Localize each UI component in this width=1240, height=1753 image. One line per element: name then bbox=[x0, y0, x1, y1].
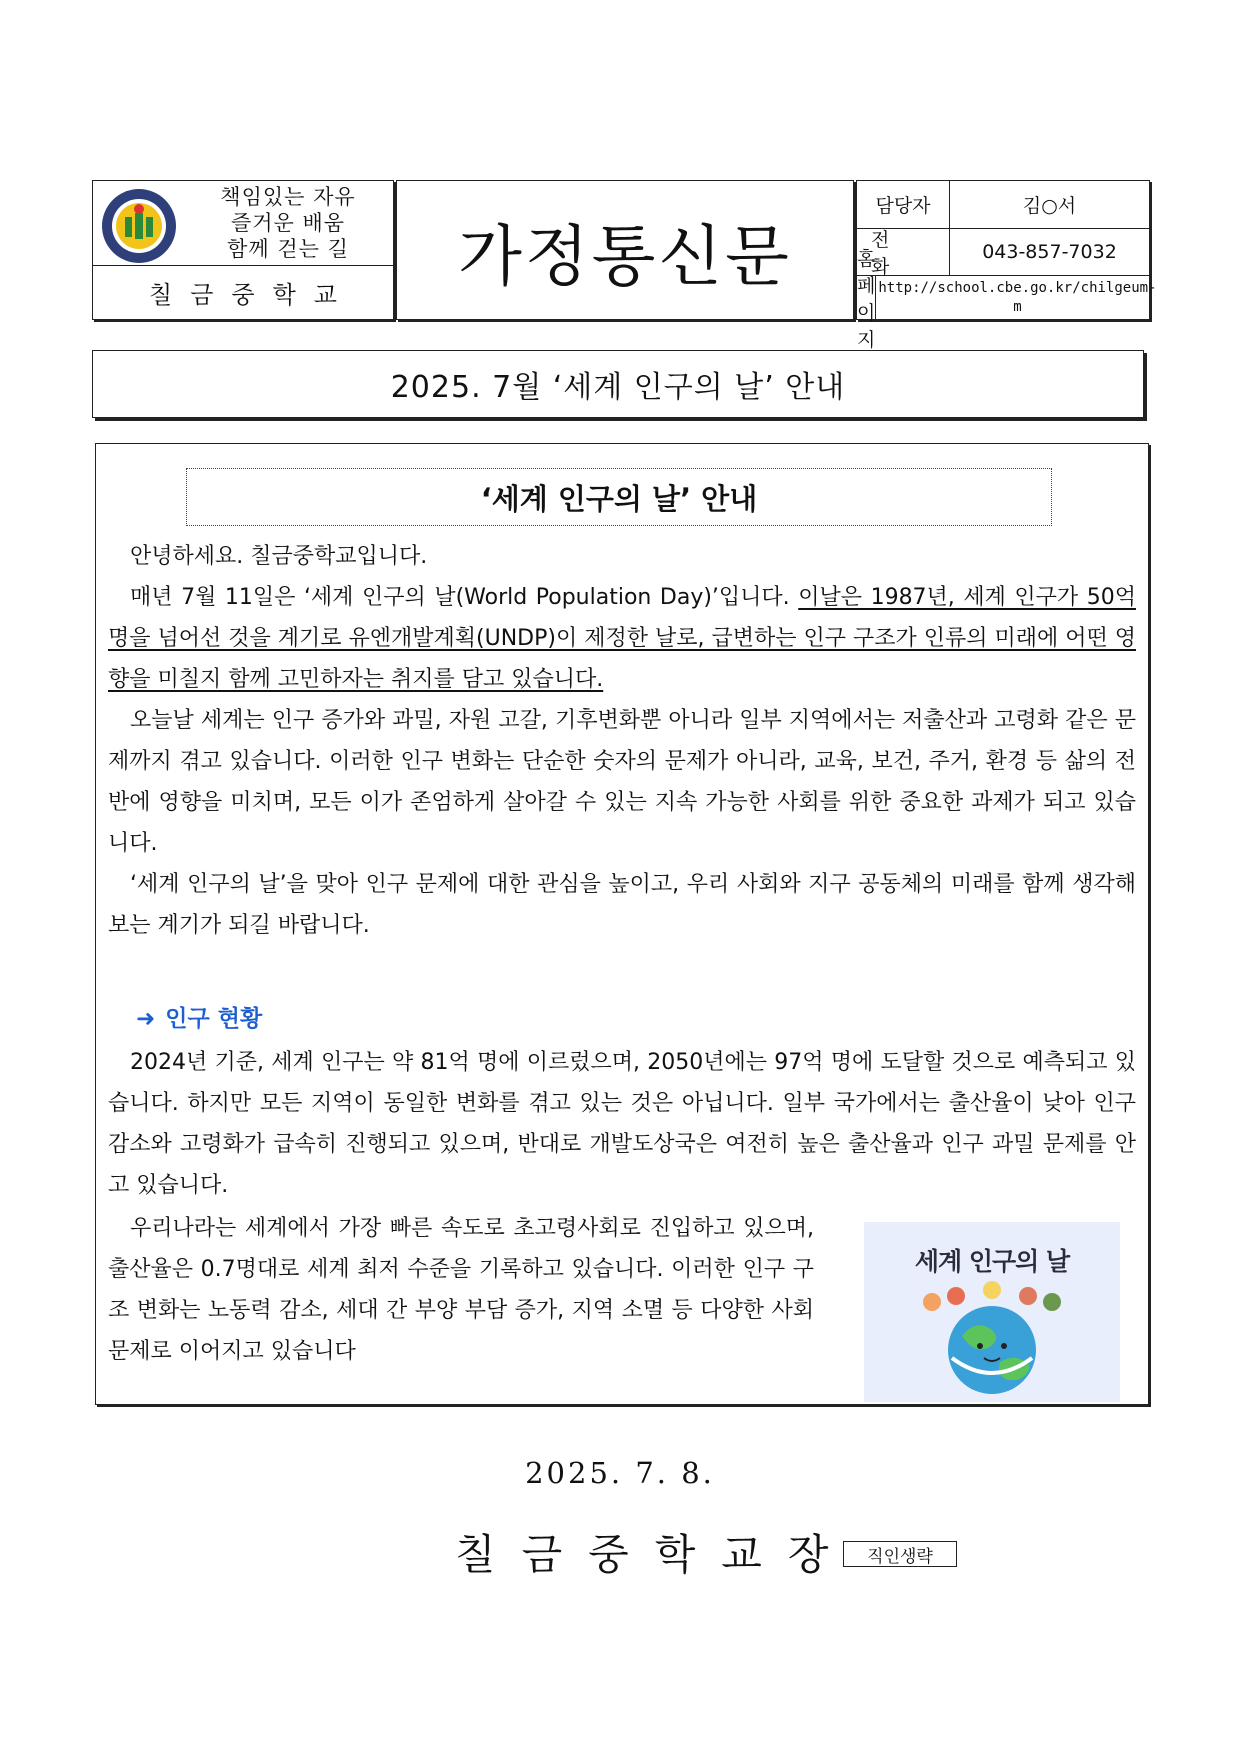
paragraph: 오늘날 세계는 인구 증가와 과밀, 자원 고갈, 기후변화뿐 아니라 일부 지역에서는 저출산과 고령화 같은 문제까지 겪고 있습니다. 이러한 인구 변화는 단순한 숫자의 문제가 아니라, 교육, 보건, 주거, 환경 등 삶의 전반에 영향을 미치며, 모든 이가 존엄하게 살아갈 수 있는 지속 가능한 사회를 위한 중요한 과제가 되고 있습니다. bbox=[108, 708, 1136, 856]
principal-signature: 칠금중학교장 bbox=[455, 1530, 855, 1579]
school-motto bbox=[183, 181, 393, 265]
seal-omitted-note: 직인생략 bbox=[843, 1541, 957, 1567]
school-logo bbox=[99, 187, 179, 265]
paragraph: 2024년 기준, 세계 인구는 약 81억 명에 이르렀으며, 2050년에는 97억 명에 도달할 것으로 예측되고 있습니다. 하지만 모든 지역이 동일한 변화를 겪고 있는 것은 아닙니다. 일부 국가에서는 출산율이 낮아 인구 감소와 고령화가 급속히 진행되고 있으며, 반대로 개발도상국은 여전히 높은 출산율과 인구 과밀 문제를 안고 있습니다. bbox=[108, 1050, 1136, 1198]
motto-line: 함께 걷는 길 bbox=[227, 237, 349, 261]
contact-label: 담당자 bbox=[857, 181, 950, 228]
issue-date: 2025. 7. 8. bbox=[525, 1456, 715, 1490]
korea-text bbox=[108, 1208, 814, 1372]
letter-body bbox=[95, 443, 1149, 1405]
greeting: 안녕하세요. 칠금중학교입니다. bbox=[130, 544, 428, 569]
contact-label: 전 화 bbox=[857, 228, 950, 275]
paragraph-text: 매년 7월 11일은 ‘세계 인구의 날(World Population Day)’입니다. bbox=[130, 585, 799, 610]
section-heading bbox=[136, 1000, 262, 1033]
population-text bbox=[108, 1042, 1136, 1206]
school-info-box bbox=[92, 180, 394, 320]
homepage-link[interactable]: http://school.cbe.go.kr/chilgeum-m bbox=[878, 279, 1157, 315]
body-title: ‘세계 인구의 날’ 안내 bbox=[186, 468, 1052, 526]
contact-info-box bbox=[856, 180, 1157, 351]
paragraph: ‘세계 인구의 날’을 맞아 인구 문제에 대한 관심을 높이고, 우리 사회와 지구 공동체의 미래를 함께 생각해보는 계기가 되길 바랍니다. bbox=[108, 872, 1136, 938]
paragraph: 우리나라는 세계에서 가장 빠른 속도로 초고령사회로 진입하고 있으며, 출산율은 0.7명대로 세계 최저 수준을 기록하고 있습니다. 이러한 인구 구조 변화는 노동력 감소, 세대 간 부양 부담 증가, 지역 소멸 등 다양한 사회 문제로 이어지고 있습니다 bbox=[108, 1216, 814, 1364]
motto-line: 책임있는 자유 bbox=[220, 185, 356, 209]
motto-line: 즐거운 배움 bbox=[230, 211, 346, 235]
image-caption: 세계 인구의 날 bbox=[914, 1247, 1070, 1276]
subject-banner: 2025. 7월 ‘세계 인구의 날’ 안내 bbox=[92, 350, 1144, 418]
population-day-image bbox=[864, 1222, 1120, 1402]
contact-value: 김○서 bbox=[1022, 195, 1077, 217]
underlined-text: 이날은 1987년, 세계 인구가 50억 명을 넘어선 것을 계기로 유엔개발계획(UNDP)이 제정한 날로, 급변하는 인구 구조가 인류의 미래에 어떤 영향을 미칠지 함께 고민하자는 취지를 담고 있습니다. bbox=[108, 585, 1136, 692]
title-box bbox=[396, 180, 854, 320]
school-name: 칠금중학교 bbox=[149, 281, 355, 309]
contact-label: 홈페이지 bbox=[857, 247, 876, 351]
contact-row-phone bbox=[857, 228, 1149, 276]
contact-row-manager bbox=[857, 181, 1149, 229]
letter-header bbox=[92, 180, 1157, 351]
contact-value: 043-857-7032 bbox=[982, 240, 1117, 263]
paragraph bbox=[108, 577, 1136, 700]
intro-text bbox=[108, 536, 1136, 946]
arrow-right-icon: ➜ bbox=[136, 1006, 156, 1032]
page-title: 가정통신문 bbox=[458, 217, 792, 295]
earth-illustration bbox=[912, 1280, 1072, 1400]
section-title: 인구 현황 bbox=[165, 1006, 263, 1032]
